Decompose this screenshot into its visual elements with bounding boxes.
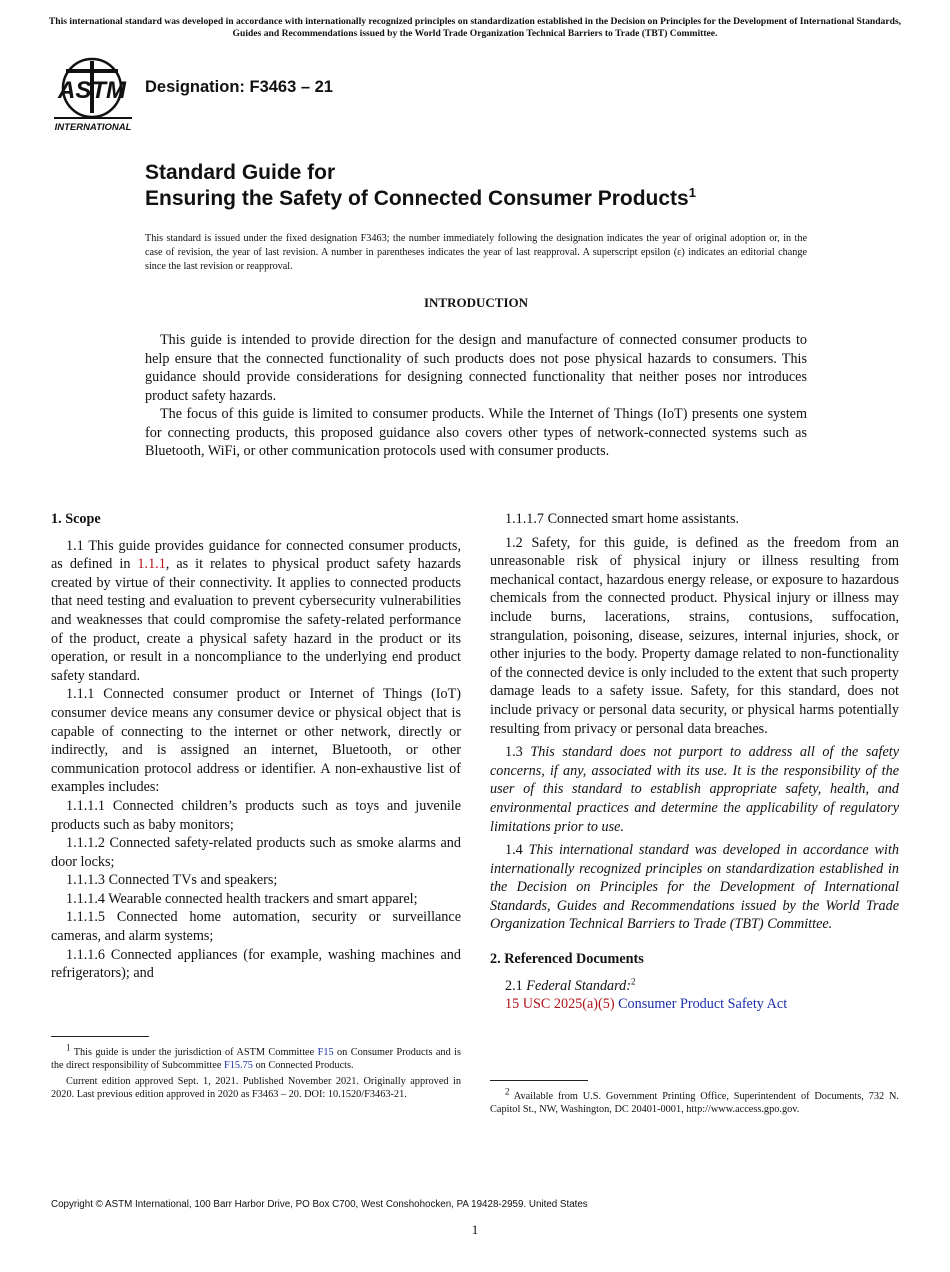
list-item: 1.1.1.1 Connected children’s products such as toys and juvenile products such as baby monitors; <box>51 797 461 833</box>
footnote-2-text <box>490 1086 899 1117</box>
logo-subtext: INTERNATIONAL <box>54 122 132 133</box>
list-item: 1.1.1.3 Connected TVs and speakers; <box>66 872 278 889</box>
link-f15[interactable]: F15 <box>317 1047 334 1058</box>
designation: Designation: F3463 – 21 <box>145 78 333 96</box>
footnote-marker: 1 <box>66 1042 71 1053</box>
fn-text: Available from U.S. Government Printing Office, Superintendent of Documents, 732 N. Capitol St., NW, Washington, DC 20401-0001, http://www.access.gpo.gov. <box>490 1091 899 1116</box>
intro-paragraph: The focus of this guide is limited to consumer products. While the Internet of Things (IoT) presents one system for connecting products, this proposed guidance also covers other types of network-connected systems such as Bluetooth, WiFi, or other communication protocols used with consumer products. <box>145 406 807 459</box>
paragraph-1-1 <box>51 537 461 686</box>
list-item: 1.1.1.4 Wearable connected health trackers and smart apparel; <box>66 890 418 907</box>
paragraph-2-1 <box>490 977 899 996</box>
list-item: 1.1.1.5 Connected home automation, security or surveillance cameras, and alarm systems; <box>51 909 461 945</box>
logo-text: ASTM <box>58 77 126 104</box>
link-1-1-1[interactable]: 1.1.1 <box>137 556 166 573</box>
introduction-body <box>145 331 807 461</box>
paragraph-1-1-1: 1.1.1 Connected consumer product or Internet of Things (IoT) consumer device means any consumer device or physical object that is capable of connecting to the internet or other network, directly or indirectly, and is assigned an internet, Bluetooth, or other communication protocol address or identifier. A non-exhaustive list of examples includes: <box>51 686 461 796</box>
issuance-statement: This standard is issued under the fixed designation F3463; the number immediately following the designation indicates the year of original adoption or, in the case of revision, the year of last revision. A number in parentheses indicates the year of last reapproval. A superscript epsilon (ε) indicates an editorial change since the last revision or reapproval. <box>145 233 807 272</box>
edition-note: Current edition approved Sept. 1, 2021. Published November 2021. Originally approved in 2020. Last previous edition approved in 2020 as F3463 – 20. DOI: 10.1520/F3463-21. <box>51 1075 461 1100</box>
list-item: 1.1.1.6 Connected appliances (for example, washing machines and refrigerators); and <box>51 946 461 982</box>
list-item: 1.1.1.7 Connected smart home assistants. <box>505 511 740 527</box>
left-column <box>51 510 461 983</box>
footnote-marker: 2 <box>505 1086 510 1097</box>
title-line-2 <box>145 186 696 212</box>
footnote-1 <box>51 1042 461 1101</box>
footnote-divider <box>51 1036 149 1037</box>
footnote-divider <box>490 1080 588 1081</box>
title-footnote-ref[interactable]: 1 <box>688 185 696 200</box>
copyright: Copyright © ASTM International, 100 Barr Harbor Drive, PO Box C700, West Conshohocken, PA 19428-2959. United States <box>51 1199 588 1210</box>
right-column <box>490 510 899 1014</box>
paragraph-1-2: 1.2 Safety, for this guide, is defined as the freedom from an unreasonable risk of physical injury or illness resulting from mechanical contact, hazardous energy release, or exposure to hazardous chemicals from the connected product. Physical injury or illness may include burns, lacerations, strains, contusions, suffocation, strangulation, poisoning, disease, seizures, internal injuries, shock, or other injuries to the body. Property damage related to non-functionality of the connected device is only included to the extent that such property damage leads to a safety issue. Safety, for this standard, does not include privacy or personal data security, or physical harms potentially resulting from privacy or personal data breaches. <box>490 534 899 737</box>
section-1-heading: 1. Scope <box>51 511 101 527</box>
wto-notice: This international standard was developed in accordance with internationally recognized principles on standardization established in the Decision on Principles for the Development of International Standards, Guides and Recommendations issued by the World Trade Organization Technical Barriers to Trade (TBT) Committee. <box>48 16 902 39</box>
para-number: 1.4 <box>505 842 529 859</box>
paragraph-1-4 <box>490 841 899 934</box>
footnote-1-text <box>51 1042 461 1073</box>
paragraph-1-3 <box>490 743 899 836</box>
para-text: 1.1 This guide provides guidance for connected consumer products, as defined in <box>51 537 461 573</box>
intro-paragraph: This guide is intended to provide direction for the design and manufacture of connected consumer products to help ensure that the connected functionality of such products does not pose physical hazards to consumers. This guidance should provide considerations for designing connected functionality that neither poses nor introduces product safety hazards. <box>145 332 807 404</box>
reference-code-link[interactable]: 15 USC 2025(a)(5) <box>505 996 615 1013</box>
para-number: 2.1 <box>505 977 527 994</box>
list-item: 1.1.1.2 Connected safety-related products such as smoke alarms and door locks; <box>51 835 461 870</box>
para-text: , as it relates to physical product safety hazards created by virtue of their connectivity. It applies to connected products that need testing and evaluation to prevent cybersecurity vulnerabilities and weaknesses that could compromise the safety-related performance of the product, create a physical safety hazard in the product or its operation, or result in a noncompliance to the underlying end product safety standard. <box>51 556 461 684</box>
footnote-2 <box>490 1086 899 1117</box>
title-line-2-text: Ensuring the Safety of Connected Consumer Products <box>145 187 689 210</box>
reference-entry <box>490 995 899 1014</box>
footnote-ref[interactable]: 2 <box>630 975 636 986</box>
astm-logo <box>52 55 134 133</box>
page-title <box>145 160 696 212</box>
fn-text: This guide is under the jurisdiction of ASTM Committee <box>70 1047 318 1058</box>
introduction-heading: INTRODUCTION <box>423 295 528 310</box>
title-line-1: Standard Guide for <box>145 161 336 184</box>
link-f15-75[interactable]: F15.75 <box>224 1060 253 1072</box>
fn-text: on Connected Products. <box>252 1060 354 1072</box>
para-number: 1.3 <box>505 744 531 761</box>
page-number: 1 <box>471 1222 479 1237</box>
para-text: Federal Standard: <box>526 977 631 994</box>
section-2-heading: 2. Referenced Documents <box>490 951 644 968</box>
fn-text: on Consumer Products and is the direct responsibility of Subcommittee <box>51 1047 461 1072</box>
para-text: This international standard was developed in accordance with internationally recognized principles on standardization established in the Decision on Principles for the Development of International Standards, Guides and Recommendations issued by the World Trade Organization Technical Barriers to Trade (TBT) Committee. <box>490 842 899 933</box>
reference-title-link[interactable]: Consumer Product Safety Act <box>618 996 788 1013</box>
astm-logo-graphic <box>52 55 134 133</box>
para-text: This standard does not purport to address all of the safety concerns, if any, associated with its use. It is the responsibility of the user of this standard to establish appropriate safety, health, and environmental practices and determine the applicability of regulatory limitations prior to use. <box>490 744 899 835</box>
